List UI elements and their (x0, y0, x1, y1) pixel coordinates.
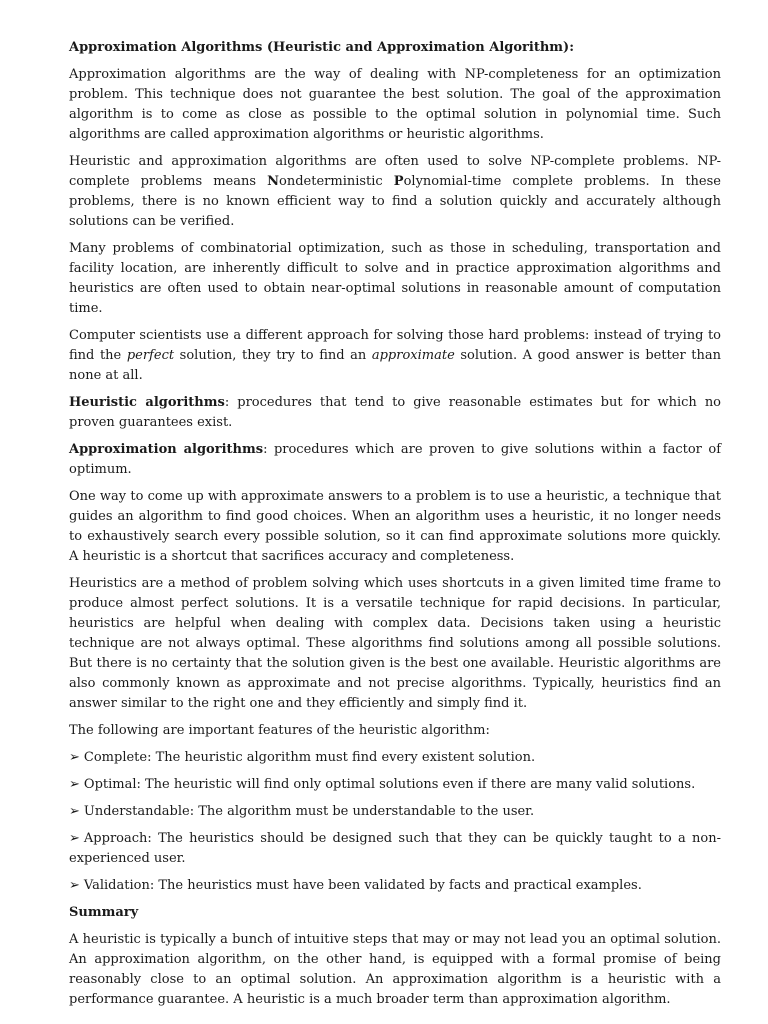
term-approximation-algorithms: Approximation algorithms (69, 442, 264, 457)
list-item-text: Optimal: The heuristic will find only optimal solutions even if there are many valid solutions. (83, 777, 696, 792)
summary-heading: Summary (69, 905, 139, 920)
definition-approximation (69, 440, 721, 480)
paragraph-heuristics-method: Heuristics are a method of problem solving which uses shortcuts in a given limited time frame to produce almost perfect solutions. It is a versatile technique for rapid decisions. In particular, heuristics are helpful when dealing with complex data. Decisions taken using a heuristic technique are not always optimal. These algorithms find solutions among all possible solutions. But there is no certainty that the solution given is the best one available. Heuristic algorithms are also commonly known as approximate and not precise algorithms. Typically, heuristics find an answer similar to the right one and they efficiently and simply find it. (69, 576, 721, 711)
list-item-text: Approach: The heuristics should be designed such that they can be quickly taught to a non-experienced user. (69, 831, 721, 866)
text-span: solution, they try to find an (174, 348, 372, 363)
arrow-bullet-icon: ➢ (69, 831, 80, 846)
list-item (69, 876, 721, 896)
text-span: solution. A good answer is better than none at all. (69, 348, 722, 383)
paragraph-heuristic-technique: One way to come up with approximate answers to a problem is to use a heuristic, a technique that guides an algorithm to find good choices. When an algorithm uses a heuristic, it no longer needs to exhaustively search every possible solution, so it can find approximate solutions more quickly. A heuristic is a shortcut that sacrifices accuracy and completeness. (69, 489, 721, 564)
arrow-bullet-icon: ➢ (69, 777, 80, 792)
paragraph-np-complete (69, 152, 721, 232)
list-item-text: Validation: The heuristics must have been validated by facts and practical examples. (83, 878, 642, 893)
italic-perfect: perfect (126, 348, 175, 363)
list-item-text: Understandable: The algorithm must be understandable to the user. (83, 804, 535, 819)
italic-approximate: approximate (371, 348, 455, 363)
term-heuristic-algorithms: Heuristic algorithms (69, 395, 225, 410)
text-span: Computer scientists use a different approach for solving those hard problems: instead of trying to find the (69, 328, 721, 363)
paragraph-features-intro: The following are important features of the heuristic algorithm: (69, 723, 490, 738)
text-span: ondeterministic (279, 174, 394, 189)
text-span: olynomial-time complete problems. In these problems, there is no known efficient way to find a solution quickly and accurately although solutions can be verified. (69, 174, 721, 229)
definition-text: : procedures which are proven to give solutions within a factor of optimum. (69, 442, 722, 477)
definition-text: : procedures that tend to give reasonable estimates but for which no proven guarantees exist. (69, 395, 722, 430)
paragraph-combinatorial: Many problems of combinatorial optimization, such as those in scheduling, transportation and facility location, are inherently difficult to solve and in practice approximation algorithms and heuristics are often used to obtain near-optimal solutions in reasonable amount of computation time. (69, 241, 721, 316)
arrow-bullet-icon: ➢ (69, 878, 80, 893)
text-span: Heuristic and approximation algorithms are often used to solve NP-complete problems. NP-complete problems means (69, 154, 721, 189)
list-item (69, 829, 721, 869)
list-item (69, 748, 721, 768)
document-title: Approximation Algorithms (Heuristic and Approximation Algorithm): (69, 40, 574, 55)
paragraph-intro: Approximation algorithms are the way of dealing with NP-completeness for an optimization problem. This technique does not guarantee the best solution. The goal of the approximation algorithm is to come as close as possible to the optimal solution in polynomial time. Such algorithms are called approximation algorithms or heuristic algorithms. (69, 67, 721, 142)
list-item (69, 802, 721, 822)
bold-letter-n: N (267, 174, 280, 189)
list-item (69, 775, 721, 795)
definition-heuristic (69, 393, 721, 433)
arrow-bullet-icon: ➢ (69, 804, 80, 819)
paragraph-approach (69, 326, 721, 386)
list-item-text: Complete: The heuristic algorithm must find every existent solution. (83, 750, 536, 765)
paragraph-summary: A heuristic is typically a bunch of intuitive steps that may or may not lead you an optimal solution. An approximation algorithm, on the other hand, is equipped with a formal promise of being reasonably close to an optimal solution. An approximation algorithm is a heuristic with a performance guarantee. A heuristic is a much broader term than approximation algorithm. (69, 932, 721, 1007)
bold-letter-p: P (393, 174, 404, 189)
arrow-bullet-icon: ➢ (69, 750, 80, 765)
